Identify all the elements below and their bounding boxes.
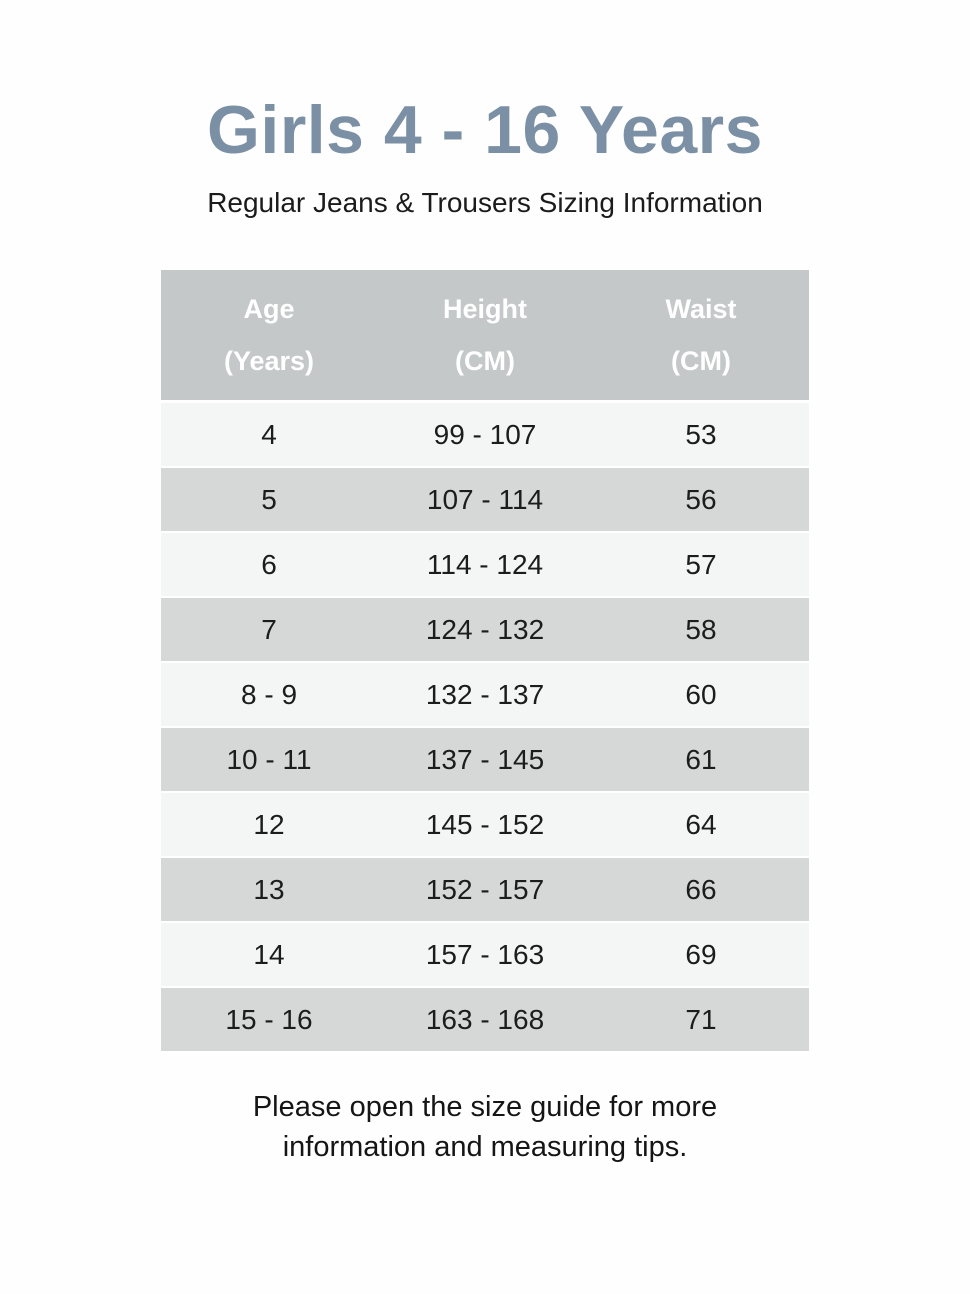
age-cell: 13 xyxy=(253,873,285,905)
waist-cell: 64 xyxy=(685,808,717,840)
height-cell: 107 - 114 xyxy=(426,483,544,515)
table-row xyxy=(161,858,809,923)
age-cell: 5 xyxy=(261,483,277,515)
table-row xyxy=(161,468,809,533)
table-header-row xyxy=(161,270,809,403)
table-row xyxy=(161,533,809,598)
column-header-waist-line2: (CM) xyxy=(671,345,731,376)
height-cell: 163 - 168 xyxy=(425,1003,545,1035)
page-subtitle: Regular Jeans & Trousers Sizing Information xyxy=(207,187,763,218)
waist-cell: 61 xyxy=(685,743,717,775)
table-row xyxy=(161,598,809,663)
height-cell: 137 - 145 xyxy=(425,743,545,775)
waist-cell: 60 xyxy=(685,678,717,710)
waist-cell: 53 xyxy=(685,418,717,450)
age-cell: 6 xyxy=(261,548,277,580)
table-row xyxy=(161,793,809,858)
size-table xyxy=(161,270,809,1053)
age-cell: 12 xyxy=(253,808,285,840)
column-header-age-line1: Age xyxy=(243,293,295,324)
height-cell: 114 - 124 xyxy=(426,548,544,580)
table-body xyxy=(161,403,809,1053)
footer-note-line2: information and measuring tips. xyxy=(282,1131,688,1163)
column-header-age-line2: (Years) xyxy=(223,345,315,376)
footer-note-line1: Please open the size guide for more xyxy=(252,1091,718,1123)
waist-cell: 71 xyxy=(685,1003,717,1035)
height-cell: 157 - 163 xyxy=(425,938,545,970)
column-header-height xyxy=(377,270,593,400)
height-cell: 145 - 152 xyxy=(425,808,545,840)
height-cell: 132 - 137 xyxy=(425,678,545,710)
footer-note xyxy=(0,1087,970,1167)
table-row xyxy=(161,988,809,1053)
waist-cell: 56 xyxy=(685,483,717,515)
age-cell: 15 - 16 xyxy=(225,1003,313,1035)
waist-cell: 57 xyxy=(685,548,717,580)
column-header-height-line1: Height xyxy=(443,293,527,324)
column-header-waist xyxy=(593,270,809,400)
height-cell: 99 - 107 xyxy=(433,418,537,450)
age-cell: 7 xyxy=(261,613,277,645)
table-row xyxy=(161,923,809,988)
column-header-height-line2: (CM) xyxy=(455,345,515,376)
table-row xyxy=(161,663,809,728)
table-row xyxy=(161,728,809,793)
page-title: Girls 4 - 16 Years xyxy=(207,92,763,168)
height-cell: 124 - 132 xyxy=(425,613,545,645)
table-row xyxy=(161,403,809,468)
age-cell: 4 xyxy=(261,418,277,450)
age-cell: 10 - 11 xyxy=(226,743,312,775)
height-cell: 152 - 157 xyxy=(425,873,545,905)
age-cell: 8 - 9 xyxy=(240,678,298,710)
column-header-waist-line1: Waist xyxy=(665,293,737,324)
waist-cell: 69 xyxy=(685,938,717,970)
waist-cell: 66 xyxy=(685,873,717,905)
waist-cell: 58 xyxy=(685,613,717,645)
column-header-age xyxy=(161,270,377,400)
age-cell: 14 xyxy=(253,938,285,970)
